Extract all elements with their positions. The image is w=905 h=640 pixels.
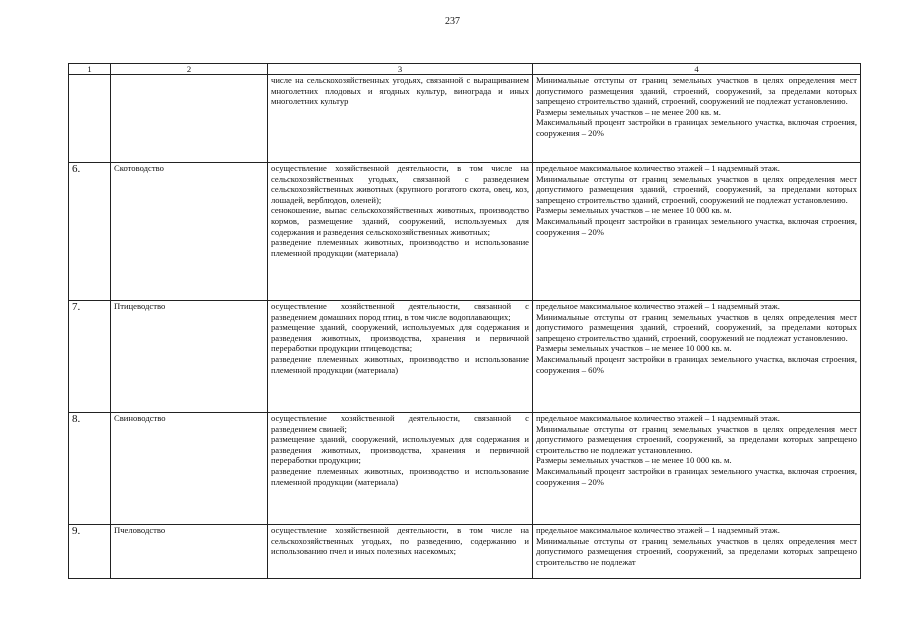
column-header-1: 1: [69, 64, 111, 75]
use-parameters: [533, 75, 861, 163]
column-header-4: 4: [533, 64, 861, 75]
parameter-paragraph: Минимальные отступы от границ земельных участков в целях определения мест допустимого размещения зданий, строений, сооружений, за пределами которых запрещено строительство зданий, строений, сооружений не подлежат установлению.: [536, 75, 857, 107]
parameter-paragraph: Размеры земельных участков – не менее 200 кв. м.: [536, 106, 721, 117]
description-paragraph: осуществление хозяйственной деятельности, связанной с разведением домашних пород птиц, в том числе водоплавающих;: [271, 301, 529, 322]
use-type-name: Скотоводство: [111, 163, 268, 301]
parameter-paragraph: Размеры земельных участков – не менее 10 000 кв. м.: [536, 205, 732, 216]
page-number: 237: [445, 16, 460, 27]
parameter-paragraph: Максимальный процент застройки в границах земельного участка, включая строения, сооружения – 60%: [536, 353, 857, 375]
description-paragraph: числе на сельскохозяйственных угодьях, связанной с выращиванием многолетних плодовых и ягодных культур, винограда и иных многолетних культур: [271, 75, 529, 107]
parameter-paragraph: Максимальный процент застройки в границах земельного участка, включая строения, сооружения – 20%: [536, 117, 857, 138]
use-description: [268, 525, 533, 579]
parameter-paragraph: Максимальный процент застройки в границах земельного участка, включая строения, сооружения – 20%: [536, 465, 857, 487]
column-header-3: 3: [268, 64, 533, 75]
description-paragraph: разведение племенных животных, производство и использование племенной продукции (материала): [271, 353, 529, 375]
row-number: 8.: [69, 413, 111, 525]
use-parameters: [533, 301, 861, 413]
use-description: [268, 75, 533, 163]
description-paragraph: размещение зданий, сооружений, используемых для содержания и разведения животных, производства, хранения и первичной переработки продукции птицеводства;: [271, 322, 529, 354]
column-number-row: [69, 64, 861, 75]
row-number: 6.: [69, 163, 111, 301]
use-type-name: [111, 75, 268, 163]
table-row: [69, 75, 861, 163]
parameter-paragraph: предельное максимальное количество этажей – 1 надземный этаж.: [536, 525, 780, 535]
land-use-table: [68, 63, 861, 579]
parameter-paragraph: предельное максимальное количество этажей – 1 надземный этаж.: [536, 413, 780, 423]
use-description: [268, 163, 533, 301]
parameter-paragraph: Минимальные отступы от границ земельных участков в целях определения мест допустимого размещения зданий, строений, сооружений, за пределами которых запрещено строительство зданий, строений, сооружений не подлежат установлению.: [536, 173, 857, 205]
parameter-paragraph: Размеры земельных участков – не менее 10 000 кв. м.: [536, 343, 732, 354]
parameter-paragraph: Размеры земельных участков – не менее 10 000 кв. м.: [536, 455, 732, 466]
description-paragraph: осуществление хозяйственной деятельности, связанной с разведением свиней;: [271, 413, 529, 434]
description-paragraph: сенокошение, выпас сельскохозяйственных животных, производство кормов, размещение зданий, сооружений, используемых для содержания и разведения сельскохозяйственных животных;: [271, 205, 529, 237]
description-paragraph: разведение племенных животных, производство и использование племенной продукции (материала): [271, 465, 529, 487]
description-paragraph: разведение племенных животных, производство и использование племенной продукции (материала): [271, 237, 529, 258]
parameter-paragraph: Минимальные отступы от границ земельных участков в целях определения мест допустимого размещения строений, сооружений, за пределами которых запрещено строительство не подлежат: [536, 535, 857, 567]
table-row: [69, 163, 861, 301]
use-type-name: Свиноводство: [111, 413, 268, 525]
parameter-paragraph: Минимальные отступы от границ земельных участков в целях определения мест допустимого размещения зданий, строений, сооружений, за пределами которых запрещено строительство зданий, строений, сооружений не подлежат установлению.: [536, 311, 857, 343]
use-type-name: Пчеловодство: [111, 525, 268, 579]
use-parameters: [533, 525, 861, 579]
table-row: [69, 413, 861, 525]
description-paragraph: осуществление хозяйственной деятельности, в том числе на сельскохозяйственных угодьях, по разведению, содержанию и использованию пчел и иных полезных насекомых;: [271, 525, 529, 557]
use-type-name: Птицеводство: [111, 301, 268, 413]
description-paragraph: размещение зданий, сооружений, используемых для содержания и разведения животных, производства, хранения и первичной переработки продукции;: [271, 434, 529, 466]
use-parameters: [533, 163, 861, 301]
parameter-paragraph: Максимальный процент застройки в границах земельного участка, включая строения, сооружения – 20%: [536, 215, 857, 237]
table-row: [69, 301, 861, 413]
use-description: [268, 301, 533, 413]
row-number: [69, 75, 111, 163]
parameter-paragraph: Минимальные отступы от границ земельных участков в целях определения мест допустимого размещения строений, сооружений, за пределами которых запрещено строительство не подлежат установлению.: [536, 423, 857, 455]
use-description: [268, 413, 533, 525]
parameter-paragraph: предельное максимальное количество этажей – 1 надземный этаж.: [536, 301, 780, 311]
row-number: 7.: [69, 301, 111, 413]
use-parameters: [533, 413, 861, 525]
table-row: [69, 525, 861, 579]
parameter-paragraph: предельное максимальное количество этажей – 1 надземный этаж.: [536, 163, 780, 173]
description-paragraph: осуществление хозяйственной деятельности, в том числе на сельскохозяйственных угодьях, связанной с разведением сельскохозяйственных животных (крупного рогатого скота, овец, коз, лошадей, верблюдов, оленей);: [271, 163, 529, 205]
column-header-2: 2: [111, 64, 268, 75]
row-number: 9.: [69, 525, 111, 579]
